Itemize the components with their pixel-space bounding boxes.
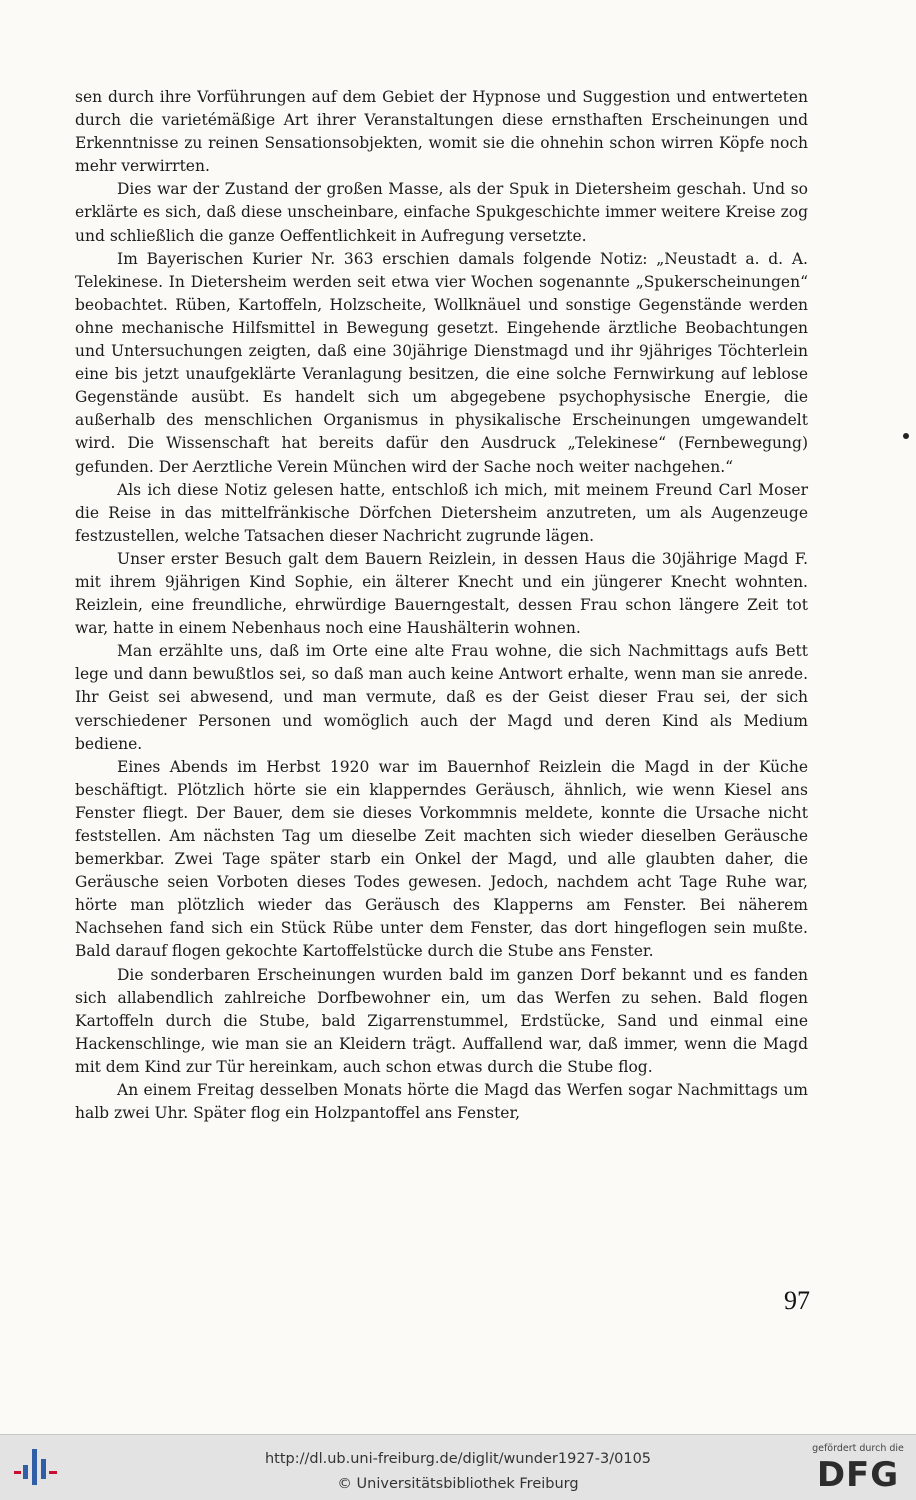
paragraph-6: Man erzählte uns, daß im Orte eine alte Frau wohne, die sich Nachmittags aufs Bett lege und dann bewußtlos sei, so daß man auch keine Antwort erhalte, wenn man sie anrede. Ihr Geist sei abwesend, und man vermute, daß es der Geist dieser Frau sei, der sich verschiedener Personen und womöglich auch der Magd und deren Kind als Medium bediene. [75,642,808,753]
paragraph-3: Im Bayerischen Kurier Nr. 363 erschien damals folgende Notiz: „Neustadt a. d. A. Telekinese. In Dietersheim werden seit etwa vier Wochen sogenannte „Spukerscheinungen“ beobachtet. Rüben, Kartoffeln, Holzscheite, Wollknäuel und sonstige Gegenstände werden ohne mechanische Hilfsmittel in Bewegung gesetzt. Eingehende ärztliche Beobachtungen und Untersuchungen zeigten, daß eine 30jährige Dienstmagd und ihr 9jähriges Töchterlein eine bis jetzt unaufgeklärte Veranlagung besitzen, die eine solche Fernwirkung auf leblose Gegenstände ausübt. Es handelt sich um abgegebene psychophysische Energie, die außerhalb des menschlichen Organismus in physikalische Erscheinungen umgewandelt wird. Die Wissenschaft hat bereits dafür den Ausdruck „Telekinese“ (Fernbewegung) gefunden. Der Aerztliche Verein München wird der Sache noch weiter nachgehen.“ [75,249,808,476]
paragraph-7: Eines Abends im Herbst 1920 war im Bauernhof Reizlein die Magd in der Küche beschäftigt. Plötzlich hörte sie ein klapperndes Geräusch, ähnlich, wie wenn Kiesel ans Fenster fliegt. Der Bauer, dem sie dieses Vorkommnis meldete, konnte die Ursache nicht feststellen. Am nächsten Tag um dieselbe Zeit machten sich wieder dieselben Geräusche bemerkbar. Zwei Tage später starb ein Onkel der Magd, und alle glaubten daher, die Geräusche seien Vorboten dieses Todes gewesen. Jedoch, nachdem acht Tage Ruhe war, hörte man plötzlich wieder das Geräusch des Klapperns am Fenster. Bei näherem Nachsehen fand sich ein Stück Rübe unter dem Fenster, das dort hingeflogen sein mußte. Bald darauf flogen gekochte Kartoffelstücke durch die Stube ans Fenster. [75,757,808,961]
page-number: 97 [784,1286,810,1315]
copyright-notice: © Universitätsbibliothek Freiburg [337,1476,579,1492]
body-text [75,86,808,1125]
dfg-sponsor-logo[interactable] [808,1443,908,1497]
permalink-url[interactable]: http://dl.ub.uni-freiburg.de/diglit/wunder1927-3/0105 [264,1451,652,1467]
sponsor-tag: gefördert durch die [812,1443,904,1454]
paragraph-8: Die sonderbaren Erscheinungen wurden bald im ganzen Dorf bekannt und es fanden sich allabendlich zahlreiche Dorfbewohner ein, um das Werfen zu sehen. Bald flogen Kartoffeln durch die Stube, bald Zigarrenstummel, Erdstücke, Sand und einmal eine Hackenschlinge, wie man sie an Kleidern trägt. Auffallend war, daß immer, wenn die Magd mit dem Kind zur Tür hereinkam, auch schon etwas durch die Stube flog. [75,965,808,1076]
dfg-logo-text: DFG [816,1455,900,1495]
viewer-footer [0,1434,916,1500]
ink-speck [903,433,909,439]
paragraph-2: Dies war der Zustand der großen Masse, als der Spuk in Dietersheim geschah. Und so erklärte es sich, daß diese unscheinbare, einfache Spukgeschichte immer weitere Kreise zog und schließlich die ganze Oeffentlichkeit in Aufregung versetzte. [75,180,808,245]
paragraph-1: sen durch ihre Vorführungen auf dem Gebiet der Hypnose und Suggestion und entwerteten durch die varietémäßige Art ihrer Veranstaltungen diese ernsthaften Erscheinungen und Erkenntnisse zu reinen Sensationsobjekten, womit sie die ohnehin schon wirren Köpfe noch mehr verwirrten. [75,88,808,176]
paragraph-5: Unser erster Besuch galt dem Bauern Reizlein, in dessen Haus die 30jährige Magd F. mit ihrem 9jährigen Kind Sophie, ein älterer Knecht und ein jüngerer Knecht wohnten. Reizlein, eine freundliche, ehrwürdige Bauerngestalt, dessen Frau schon längere Zeit tot war, hatte in einem Nebenhaus noch eine Haushälterin wohnen. [75,549,808,638]
paragraph-4: Als ich diese Notiz gelesen hatte, entschloß ich mich, mit meinem Freund Carl Moser die Reise in das mittelfränkische Dörfchen Dietersheim anzutreten, um als Augenzeuge festzustellen, welche Tatsachen dieser Nachricht zugrunde lägen. [75,480,808,545]
paragraph-9: An einem Freitag desselben Monats hörte die Magd das Werfen sogar Nachmittags um halb zwei Uhr. Später flog ein Holzpantoffel ans Fenster, [75,1081,808,1123]
